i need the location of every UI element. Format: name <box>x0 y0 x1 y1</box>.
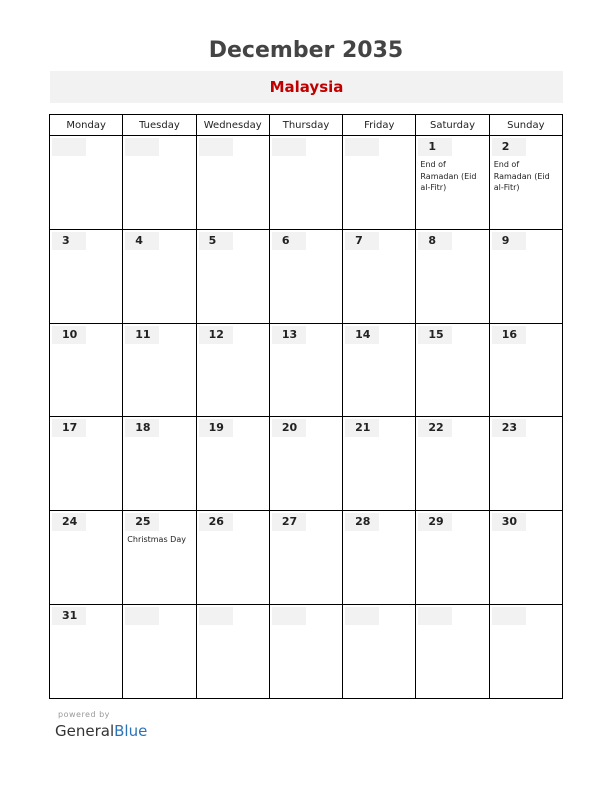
day-number: 12 <box>199 326 233 344</box>
day-cell <box>343 417 416 511</box>
day-number: 15 <box>418 326 452 344</box>
day-cell <box>489 417 562 511</box>
day-number: 3 <box>52 232 86 250</box>
day-cell <box>50 511 123 605</box>
day-number: 9 <box>492 232 526 250</box>
day-cell <box>50 323 123 417</box>
brand-blue: Blue <box>114 722 148 740</box>
week-row <box>50 511 563 605</box>
weekday-friday: Friday <box>343 115 416 136</box>
day-cell <box>489 136 562 230</box>
day-number <box>272 607 306 625</box>
day-cell <box>50 229 123 323</box>
holiday-event: End of Ramadan (Eid al-Fitr) <box>420 160 477 192</box>
brand-general: General <box>55 722 115 740</box>
calendar-grid <box>49 114 563 699</box>
day-number <box>125 138 159 156</box>
day-number: 21 <box>345 419 379 437</box>
day-cell <box>196 323 269 417</box>
day-number <box>52 138 86 156</box>
day-number: 26 <box>199 513 233 531</box>
day-cell <box>269 511 342 605</box>
holiday-event: End of Ramadan (Eid al-Fitr) <box>493 160 550 192</box>
day-number: 27 <box>272 513 306 531</box>
brand-logo <box>55 722 147 740</box>
weekday-saturday: Saturday <box>416 115 489 136</box>
day-cell <box>123 417 196 511</box>
weekday-wednesday: Wednesday <box>196 115 269 136</box>
day-cell <box>269 229 342 323</box>
powered-by-text: powered by <box>58 710 110 719</box>
day-number: 29 <box>418 513 452 531</box>
day-cell <box>196 417 269 511</box>
day-cell <box>50 417 123 511</box>
day-cell <box>416 136 489 230</box>
weekday-header-row <box>50 115 563 136</box>
day-number: 4 <box>125 232 159 250</box>
day-number: 31 <box>52 607 86 625</box>
day-number: 1 <box>418 138 452 156</box>
day-number: 17 <box>52 419 86 437</box>
day-cell <box>196 229 269 323</box>
day-cell <box>123 605 196 699</box>
day-cell <box>269 605 342 699</box>
day-cell <box>343 136 416 230</box>
day-number <box>199 607 233 625</box>
day-number <box>125 607 159 625</box>
day-cell <box>196 511 269 605</box>
day-number: 22 <box>418 419 452 437</box>
day-number: 13 <box>272 326 306 344</box>
day-number <box>199 138 233 156</box>
day-cell <box>416 417 489 511</box>
day-cell <box>489 605 562 699</box>
day-number: 25 <box>125 513 159 531</box>
country-label: Malaysia <box>269 78 344 96</box>
day-number: 16 <box>492 326 526 344</box>
day-cell <box>416 323 489 417</box>
day-cell <box>123 323 196 417</box>
day-number: 20 <box>272 419 306 437</box>
day-cell <box>196 605 269 699</box>
calendar-body <box>50 136 563 699</box>
day-number <box>272 138 306 156</box>
holiday-event: Christmas Day <box>127 535 186 545</box>
day-cell <box>123 511 196 605</box>
day-cell <box>343 605 416 699</box>
day-cell <box>416 605 489 699</box>
day-cell <box>269 136 342 230</box>
day-cell <box>50 136 123 230</box>
day-cell <box>343 511 416 605</box>
day-number: 5 <box>199 232 233 250</box>
day-number: 19 <box>199 419 233 437</box>
weekday-monday: Monday <box>50 115 123 136</box>
day-number: 28 <box>345 513 379 531</box>
day-cell <box>416 229 489 323</box>
weekday-sunday: Sunday <box>489 115 562 136</box>
day-number <box>492 607 526 625</box>
day-cell <box>489 511 562 605</box>
page-title: December 2035 <box>208 38 404 63</box>
day-number: 8 <box>418 232 452 250</box>
day-cell <box>269 417 342 511</box>
country-banner <box>50 71 563 103</box>
day-number: 18 <box>125 419 159 437</box>
day-cell <box>123 229 196 323</box>
day-number: 6 <box>272 232 306 250</box>
week-row <box>50 136 563 230</box>
day-cell <box>123 136 196 230</box>
day-number: 2 <box>492 138 526 156</box>
day-number <box>345 138 379 156</box>
day-cell <box>50 605 123 699</box>
weekday-tuesday: Tuesday <box>123 115 196 136</box>
day-number <box>345 607 379 625</box>
day-cell <box>416 511 489 605</box>
day-number <box>418 607 452 625</box>
day-cell <box>489 229 562 323</box>
week-row <box>50 417 563 511</box>
week-row <box>50 229 563 323</box>
day-cell <box>196 136 269 230</box>
day-cell <box>343 229 416 323</box>
day-number: 14 <box>345 326 379 344</box>
day-number: 11 <box>125 326 159 344</box>
day-cell <box>489 323 562 417</box>
day-number: 24 <box>52 513 86 531</box>
day-number: 7 <box>345 232 379 250</box>
day-number: 10 <box>52 326 86 344</box>
day-cell <box>269 323 342 417</box>
week-row <box>50 323 563 417</box>
day-cell <box>343 323 416 417</box>
weekday-thursday: Thursday <box>269 115 342 136</box>
day-number: 23 <box>492 419 526 437</box>
day-number: 30 <box>492 513 526 531</box>
week-row <box>50 605 563 699</box>
